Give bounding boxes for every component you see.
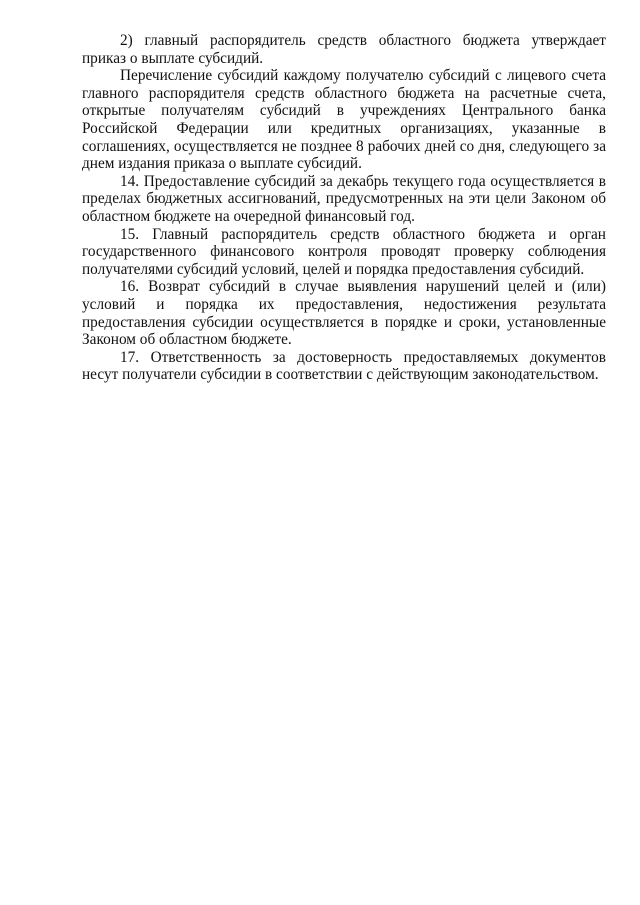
paragraph-transfer-of-subsidies: Перечисление субсидий каждому получателю субсидий с лицевого счета главного распорядителя средств областного бюджета на расчетные счета, открытые получателям субсидий в учреждениях Центрального банка Российской Федерации или кредитных организациях, указанные в соглашениях, осуществляется не позднее 8 рабочих дней со дня, следующего за днем издания приказа о выплате субсидий. (82, 67, 606, 173)
paragraph-17-responsibility: 17. Ответственность за достоверность предоставляемых документов несут получатели субсидии в соответствии с действующим законодательством. (82, 348, 606, 384)
paragraph-15-compliance-check: 15. Главный распорядитель средств областного бюджета и орган государственного финансового контроля проводят проверку соблюдения получателями субсидий условий, целей и порядка предоставления субсидий. (82, 225, 606, 278)
paragraph-16-return-of-subsidies: 16. Возврат субсидий в случае выявления нарушений целей и (или) условий и порядка их предоставления, недостижения результата предоставления субсидии осуществляется в порядке и сроки, установленные Законом об областном бюджете. (82, 278, 606, 349)
document-body (82, 32, 606, 384)
paragraph-item-2-approval: 2) главный распорядитель средств областного бюджета утверждает приказ о выплате субсидий. (82, 32, 606, 67)
paragraph-14-december-subsidies: 14. Предоставление субсидий за декабрь текущего года осуществляется в пределах бюджетных ассигнований, предусмотренных на эти цели Законом об областном бюджете на очередной финансовый год. (82, 172, 606, 225)
